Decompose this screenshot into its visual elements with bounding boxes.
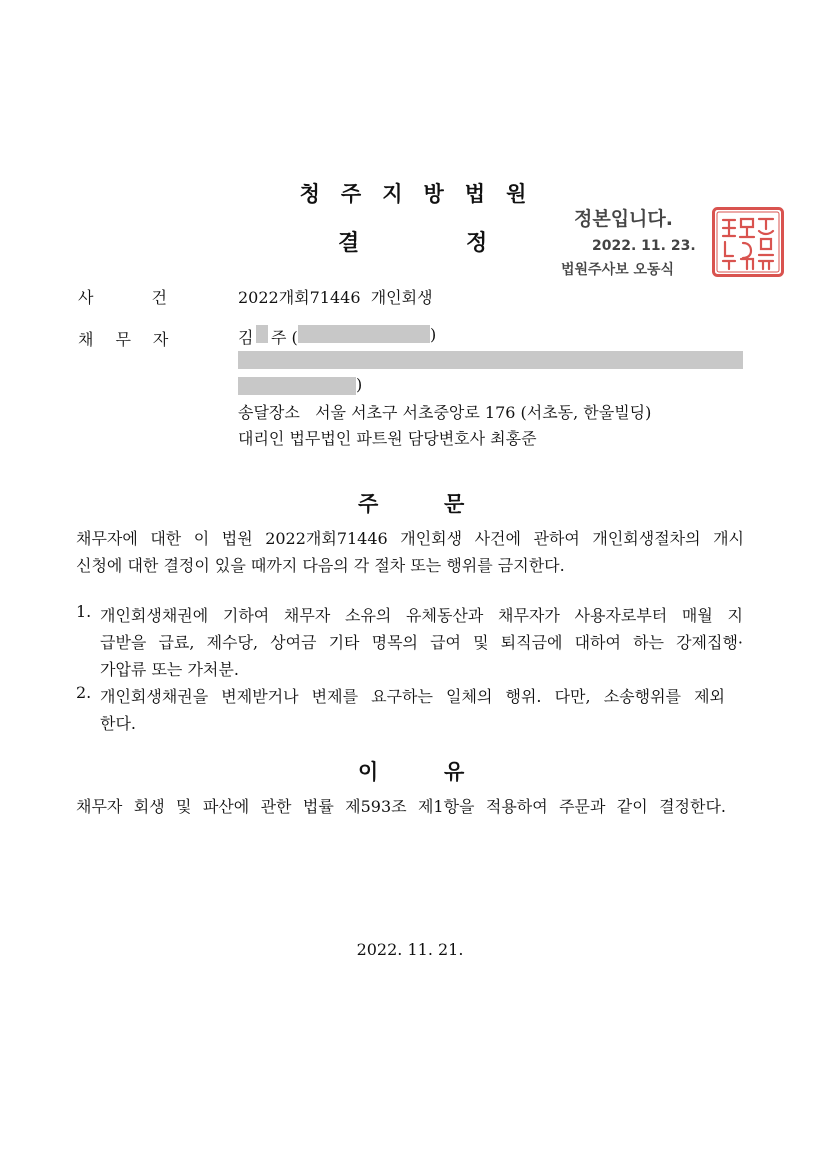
- redaction-bar-name: [256, 325, 268, 343]
- decision-title-char-2: 정: [466, 230, 488, 256]
- redaction-bar-address-1: [238, 351, 743, 369]
- certified-copy-date: 2022. 11. 23.: [592, 238, 696, 254]
- certifying-officer: 법원주사보 오동식: [561, 262, 675, 278]
- debtor-id-close-paren: ): [430, 325, 437, 344]
- case-label-text: 사건: [78, 288, 225, 307]
- order-item-2-line-2: 한다.: [100, 714, 136, 733]
- reason-text: 채무자 회생 및 파산에 관한 법률 제593조 제1항을 적용하여 주문과 같이 결정한다.: [76, 797, 726, 816]
- legal-representative: 대리인 법무법인 파트원 담당변호사 최홍준: [238, 429, 537, 448]
- order-item-number: 2.: [76, 683, 92, 702]
- official-seal: [712, 207, 784, 277]
- order-item-number: 1.: [76, 602, 92, 621]
- order-item-2-line-1: 개인회생채권을 변제받거나 변제를 요구하는 일체의 행위. 다만, 소송행위를 제외: [100, 687, 725, 706]
- order-item-1-line-3: 가압류 또는 가처분.: [100, 660, 239, 679]
- order-heading-char-1: 주: [358, 491, 379, 516]
- debtor-name-first: 김: [238, 328, 254, 347]
- redaction-bar-address-2: [238, 377, 356, 395]
- debtor-label: 채무자: [78, 330, 191, 349]
- decision-title-char-1: 결: [338, 230, 360, 256]
- order-heading-char-2: 문: [444, 491, 465, 516]
- reason-heading-char-2: 유: [444, 759, 465, 784]
- order-item-1-line-1: 개인회생채권에 기하여 채무자 소유의 유체동산과 채무자가 사용자로부터 매월 지: [100, 606, 743, 625]
- order-item-1-line-2: 급받을 급료, 제수당, 상여금 기타 명목의 급여 및 퇴직금에 대하여 하는 강제집행·: [100, 633, 743, 652]
- court-title: 청주지방법원: [299, 181, 548, 206]
- reason-heading-char-1: 이: [358, 759, 379, 784]
- decision-date: 2022. 11. 21.: [356, 940, 464, 959]
- order-intro-line-1: 채무자에 대한 이 법원 2022개회71446 개인회생 사건에 관하여 개인회생절차의 개시: [76, 529, 744, 548]
- debtor-name-last: 주 (: [271, 328, 298, 347]
- delivery-address: 송달장소 서울 서초구 서초중앙로 176 (서초동, 한울빌딩): [238, 403, 652, 422]
- case-label: [78, 285, 225, 308]
- order-intro-line-2: 신청에 대한 결정이 있을 때까지 다음의 각 절차 또는 행위를 금지한다.: [76, 556, 565, 575]
- case-number: 2022개회71446 개인회생: [238, 288, 433, 307]
- certified-copy-label: 정본입니다.: [574, 208, 673, 230]
- redaction-bar-id: [298, 325, 430, 343]
- debtor-address-close-paren: ): [356, 375, 363, 394]
